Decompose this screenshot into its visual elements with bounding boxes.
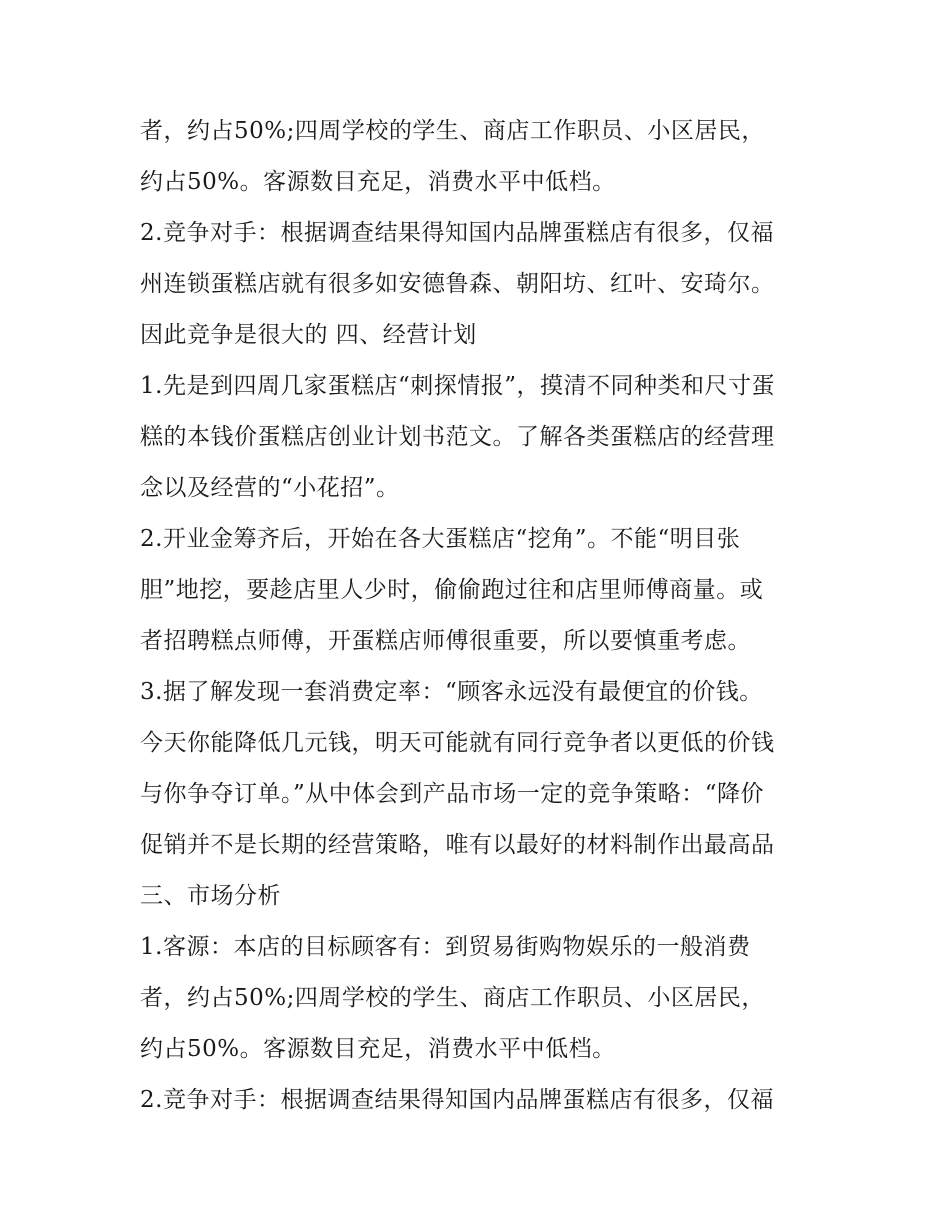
text-line-20: 2.竞争对手：根据调查结果得知国内品牌蛋糕店有很多，仅福 bbox=[140, 1087, 774, 1113]
text-line-3: 2.竞争对手：根据调查结果得知国内品牌蛋糕店有很多，仅福 bbox=[140, 220, 774, 246]
document-body bbox=[140, 106, 840, 1126]
text-line-18: 者，约占50%;四周学校的学生、商店工作职员、小区居民， bbox=[140, 985, 765, 1011]
text-line-2: 约占50%。客源数目充足，消费水平中低档。 bbox=[140, 169, 616, 195]
section-heading-market-analysis: 三、市场分析 bbox=[140, 883, 281, 909]
text-line-17: 1.客源：本店的目标顾客有：到贸易街购物娱乐的一般消费 bbox=[140, 934, 751, 960]
text-line-8: 念以及经营的“小花招”。 bbox=[140, 475, 400, 501]
text-line-19: 约占50%。客源数目充足，消费水平中低档。 bbox=[140, 1036, 616, 1062]
text-line-12: 3.据了解发现一套消费定率：“顾客永远没有最便宜的价钱。 bbox=[140, 679, 763, 705]
text-line-7: 糕的本钱价蛋糕店创业计划书范文。了解各类蛋糕店的经营理 bbox=[140, 424, 775, 450]
text-line-10: 胆”地挖，要趁店里人少时，偷偷跑过往和店里师傅商量。或 bbox=[140, 577, 764, 603]
text-line-14: 与你争夺订单。”从中体会到产品市场一定的竞争策略：“降价 bbox=[140, 781, 765, 807]
text-line-5: 因此竞争是很大的 四、经营计划 bbox=[140, 322, 477, 348]
text-line-11: 者招聘糕点师傅，开蛋糕店师傅很重要，所以要慎重考虑。 bbox=[140, 628, 751, 654]
text-line-1: 者，约占50%;四周学校的学生、商店工作职员、小区居民， bbox=[140, 118, 765, 144]
text-line-9: 2.开业金筹齐后，开始在各大蛋糕店“挖角”。不能“明目张 bbox=[140, 526, 741, 552]
text-line-4: 州连锁蛋糕店就有很多如安德鲁森、朝阳坊、红叶、安琦尔。 bbox=[140, 271, 775, 297]
text-line-15: 促销并不是长期的经营策略，唯有以最好的材料制作出最高品 bbox=[140, 832, 775, 858]
text-line-13: 今天你能降低几元钱，明天可能就有同行竞争者以更低的价钱 bbox=[140, 730, 775, 756]
text-line-6: 1.先是到四周几家蛋糕店“刺探情报”，摸清不同种类和尺寸蛋 bbox=[140, 373, 775, 399]
